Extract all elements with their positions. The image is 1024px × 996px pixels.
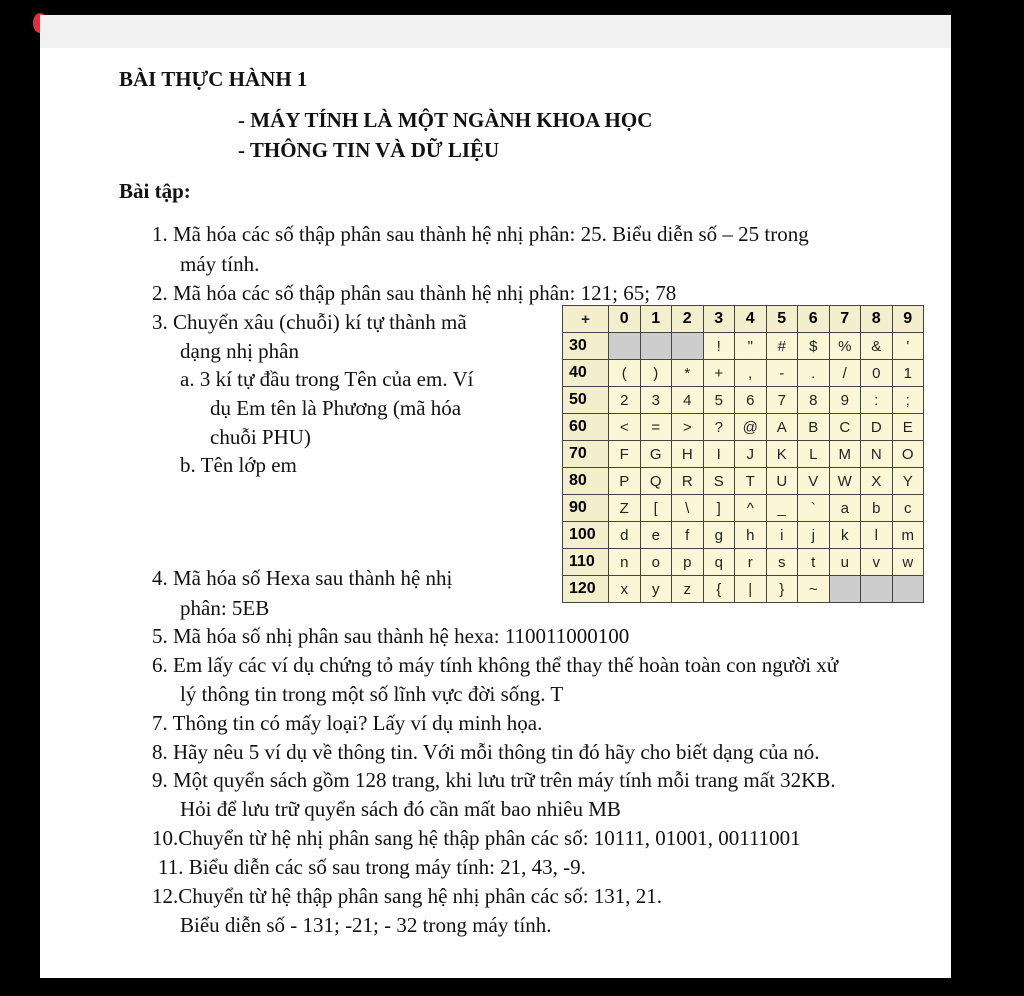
ascii-table-row <box>563 576 924 603</box>
ascii-cell: p <box>672 549 704 576</box>
ascii-cell: n <box>609 549 641 576</box>
ascii-cell: 5 <box>703 387 735 414</box>
ascii-cell: o <box>640 549 672 576</box>
ascii-cell: U <box>766 468 798 495</box>
ascii-cell: k <box>829 522 861 549</box>
ascii-cell: D <box>861 414 893 441</box>
document-title: BÀI THỰC HÀNH 1 <box>119 67 308 91</box>
ascii-cell: # <box>766 333 798 360</box>
ascii-cell: l <box>861 522 893 549</box>
ascii-cell: 4 <box>672 387 704 414</box>
ascii-cell: f <box>672 522 704 549</box>
ascii-cell: 9 <box>829 387 861 414</box>
ascii-col-header: 9 <box>892 306 924 333</box>
ascii-row-header: 120 <box>563 576 609 603</box>
ascii-cell: r <box>735 549 767 576</box>
ascii-cell: E <box>892 414 924 441</box>
ascii-cell: ] <box>703 495 735 522</box>
exercise-6-line-1: 6. Em lấy các ví dụ chứng tỏ máy tính không thể thay thế hoàn toàn con người xử <box>152 653 839 677</box>
ascii-col-header: 5 <box>766 306 798 333</box>
exercise-7: 7. Thông tin có mấy loại? Lấy ví dụ minh họa. <box>152 711 543 735</box>
ascii-cell: : <box>861 387 893 414</box>
ascii-col-header: 3 <box>703 306 735 333</box>
exercise-4-line-1: 4. Mã hóa số Hexa sau thành hệ nhị <box>152 566 453 590</box>
ascii-cell: w <box>892 549 924 576</box>
ascii-cell: S <box>703 468 735 495</box>
ascii-cell: v <box>861 549 893 576</box>
ascii-cell: < <box>609 414 641 441</box>
ascii-cell: Q <box>640 468 672 495</box>
ascii-cell: F <box>609 441 641 468</box>
ascii-cell: 3 <box>640 387 672 414</box>
ascii-cell: % <box>829 333 861 360</box>
ascii-cell: $ <box>798 333 830 360</box>
ascii-table-row <box>563 360 924 387</box>
section-heading: Bài tập: <box>119 179 191 203</box>
ascii-cell: u <box>829 549 861 576</box>
ascii-cell: , <box>735 360 767 387</box>
ascii-cell: K <box>766 441 798 468</box>
ascii-cell: s <box>766 549 798 576</box>
ascii-cell <box>861 576 893 603</box>
ascii-cell: 7 <box>766 387 798 414</box>
ascii-cell: t <box>798 549 830 576</box>
exercise-4-line-2: phân: 5EB <box>180 596 270 620</box>
ascii-cell: _ <box>766 495 798 522</box>
ascii-cell: m <box>892 522 924 549</box>
ascii-cell: ` <box>798 495 830 522</box>
ascii-cell: ) <box>640 360 672 387</box>
ascii-col-header: 8 <box>861 306 893 333</box>
ascii-cell: e <box>640 522 672 549</box>
ascii-table-row <box>563 468 924 495</box>
ascii-table-row <box>563 495 924 522</box>
ascii-cell: Y <box>892 468 924 495</box>
ascii-cell: T <box>735 468 767 495</box>
ascii-cell: 2 <box>609 387 641 414</box>
ascii-cell: G <box>640 441 672 468</box>
exercise-3a-line-2: dụ Em tên là Phương (mã hóa <box>210 396 462 420</box>
ascii-cell: d <box>609 522 641 549</box>
ascii-header-row <box>563 306 924 333</box>
ascii-cell: z <box>672 576 704 603</box>
ascii-cell <box>640 333 672 360</box>
ascii-cell: R <box>672 468 704 495</box>
ascii-cell: M <box>829 441 861 468</box>
ascii-cell: N <box>861 441 893 468</box>
ascii-cell: " <box>735 333 767 360</box>
ascii-row-header: 80 <box>563 468 609 495</box>
ascii-row-header: 40 <box>563 360 609 387</box>
ascii-cell: H <box>672 441 704 468</box>
ascii-table-row <box>563 333 924 360</box>
ascii-cell: @ <box>735 414 767 441</box>
ascii-cell: h <box>735 522 767 549</box>
ascii-cell <box>609 333 641 360</box>
ascii-row-header: 90 <box>563 495 609 522</box>
exercise-3-line-2: dạng nhị phân <box>180 339 299 363</box>
ascii-cell: + <box>703 360 735 387</box>
ascii-cell: / <box>829 360 861 387</box>
ascii-cell: ' <box>892 333 924 360</box>
exercise-9-line-2: Hỏi để lưu trữ quyển sách đó cần mất bao nhiêu MB <box>180 797 621 821</box>
ascii-cell: q <box>703 549 735 576</box>
ascii-table-body <box>563 333 924 603</box>
ascii-cell <box>892 576 924 603</box>
ascii-cell: 8 <box>798 387 830 414</box>
ascii-table-row <box>563 441 924 468</box>
ascii-cell: > <box>672 414 704 441</box>
ascii-row-header: 110 <box>563 549 609 576</box>
ascii-cell: g <box>703 522 735 549</box>
subtitle-1: - MÁY TÍNH LÀ MỘT NGÀNH KHOA HỌC <box>238 108 653 132</box>
ascii-cell: i <box>766 522 798 549</box>
ascii-col-header: 4 <box>735 306 767 333</box>
exercise-8: 8. Hãy nêu 5 ví dụ về thông tin. Với mỗi thông tin đó hãy cho biết dạng của nó. <box>152 740 820 764</box>
ascii-cell: O <box>892 441 924 468</box>
subtitle-2: - THÔNG TIN VÀ DỮ LIỆU <box>238 138 500 162</box>
ascii-col-header: 6 <box>798 306 830 333</box>
ascii-table <box>562 305 924 603</box>
ascii-cell: - <box>766 360 798 387</box>
ascii-row-header: 100 <box>563 522 609 549</box>
ascii-cell: ; <box>892 387 924 414</box>
exercise-1-line-2: máy tính. <box>180 252 260 276</box>
exercise-9-line-1: 9. Một quyển sách gồm 128 trang, khi lưu trữ trên máy tính mỗi trang mất 32KB. <box>152 768 836 792</box>
ascii-cell: ? <box>703 414 735 441</box>
ascii-col-header: 2 <box>672 306 704 333</box>
ascii-table-row <box>563 414 924 441</box>
ascii-col-header: 7 <box>829 306 861 333</box>
ascii-cell: [ <box>640 495 672 522</box>
ascii-cell: = <box>640 414 672 441</box>
ascii-cell: J <box>735 441 767 468</box>
ascii-cell: x <box>609 576 641 603</box>
ascii-row-header: 70 <box>563 441 609 468</box>
exercise-3a-line-3: chuỗi PHU) <box>210 425 311 449</box>
ascii-cell: b <box>861 495 893 522</box>
exercise-3b: b. Tên lớp em <box>180 453 297 477</box>
ascii-cell <box>672 333 704 360</box>
ascii-cell: ^ <box>735 495 767 522</box>
ascii-cell: | <box>735 576 767 603</box>
ascii-cell: B <box>798 414 830 441</box>
ascii-cell: ( <box>609 360 641 387</box>
ascii-cell: 1 <box>892 360 924 387</box>
ascii-cell: 6 <box>735 387 767 414</box>
ascii-cell: I <box>703 441 735 468</box>
ascii-cell <box>829 576 861 603</box>
exercise-11: 11. Biểu diễn các số sau trong máy tính: 21, 43, -9. <box>158 855 586 879</box>
exercise-12-line-2: Biểu diễn số - 131; -21; - 32 trong máy tính. <box>180 913 552 937</box>
ascii-cell: V <box>798 468 830 495</box>
ascii-cell: A <box>766 414 798 441</box>
exercise-12-line-1: 12.Chuyển từ hệ thập phân sang hệ nhị phân các số: 131, 21. <box>152 884 663 908</box>
ascii-cell: P <box>609 468 641 495</box>
ascii-cell: & <box>861 333 893 360</box>
ascii-table-row <box>563 387 924 414</box>
ascii-col-header: 1 <box>640 306 672 333</box>
ascii-cell: \ <box>672 495 704 522</box>
exercise-5: 5. Mã hóa số nhị phân sau thành hệ hexa: 110011000100 <box>152 624 630 648</box>
ascii-cell: . <box>798 360 830 387</box>
ascii-cell: ~ <box>798 576 830 603</box>
exercise-2: 2. Mã hóa các số thập phân sau thành hệ nhị phân: 121; 65; 78 <box>152 281 677 305</box>
exercise-3-line-1: 3. Chuyển xâu (chuỗi) kí tự thành mã <box>152 310 467 334</box>
exercise-6-line-2: lý thông tin trong một số lĩnh vực đời sống. T <box>180 682 564 706</box>
exercise-1-line-1: 1. Mã hóa các số thập phân sau thành hệ nhị phân: 25. Biểu diễn số – 25 trong <box>152 222 809 246</box>
ascii-row-header: 30 <box>563 333 609 360</box>
ascii-cell: Z <box>609 495 641 522</box>
ascii-cell: C <box>829 414 861 441</box>
ascii-corner-cell: + <box>563 306 609 333</box>
ascii-cell: { <box>703 576 735 603</box>
ascii-col-header: 0 <box>609 306 641 333</box>
ascii-cell: j <box>798 522 830 549</box>
ascii-cell: W <box>829 468 861 495</box>
ascii-row-header: 60 <box>563 414 609 441</box>
ascii-cell: a <box>829 495 861 522</box>
exercise-10: 10.Chuyển từ hệ nhị phân sang hệ thập phân các số: 10111, 01001, 00111001 <box>152 826 801 850</box>
ascii-cell: ! <box>703 333 735 360</box>
ascii-cell: * <box>672 360 704 387</box>
ascii-cell: } <box>766 576 798 603</box>
ascii-cell: c <box>892 495 924 522</box>
ascii-table-row <box>563 522 924 549</box>
ascii-cell: L <box>798 441 830 468</box>
ascii-table-row <box>563 549 924 576</box>
ascii-cell: 0 <box>861 360 893 387</box>
ascii-cell: X <box>861 468 893 495</box>
ascii-row-header: 50 <box>563 387 609 414</box>
ascii-cell: y <box>640 576 672 603</box>
exercise-3a-line-1: a. 3 kí tự đầu trong Tên của em. Ví <box>180 367 474 391</box>
viewer-top-bar <box>40 15 951 48</box>
